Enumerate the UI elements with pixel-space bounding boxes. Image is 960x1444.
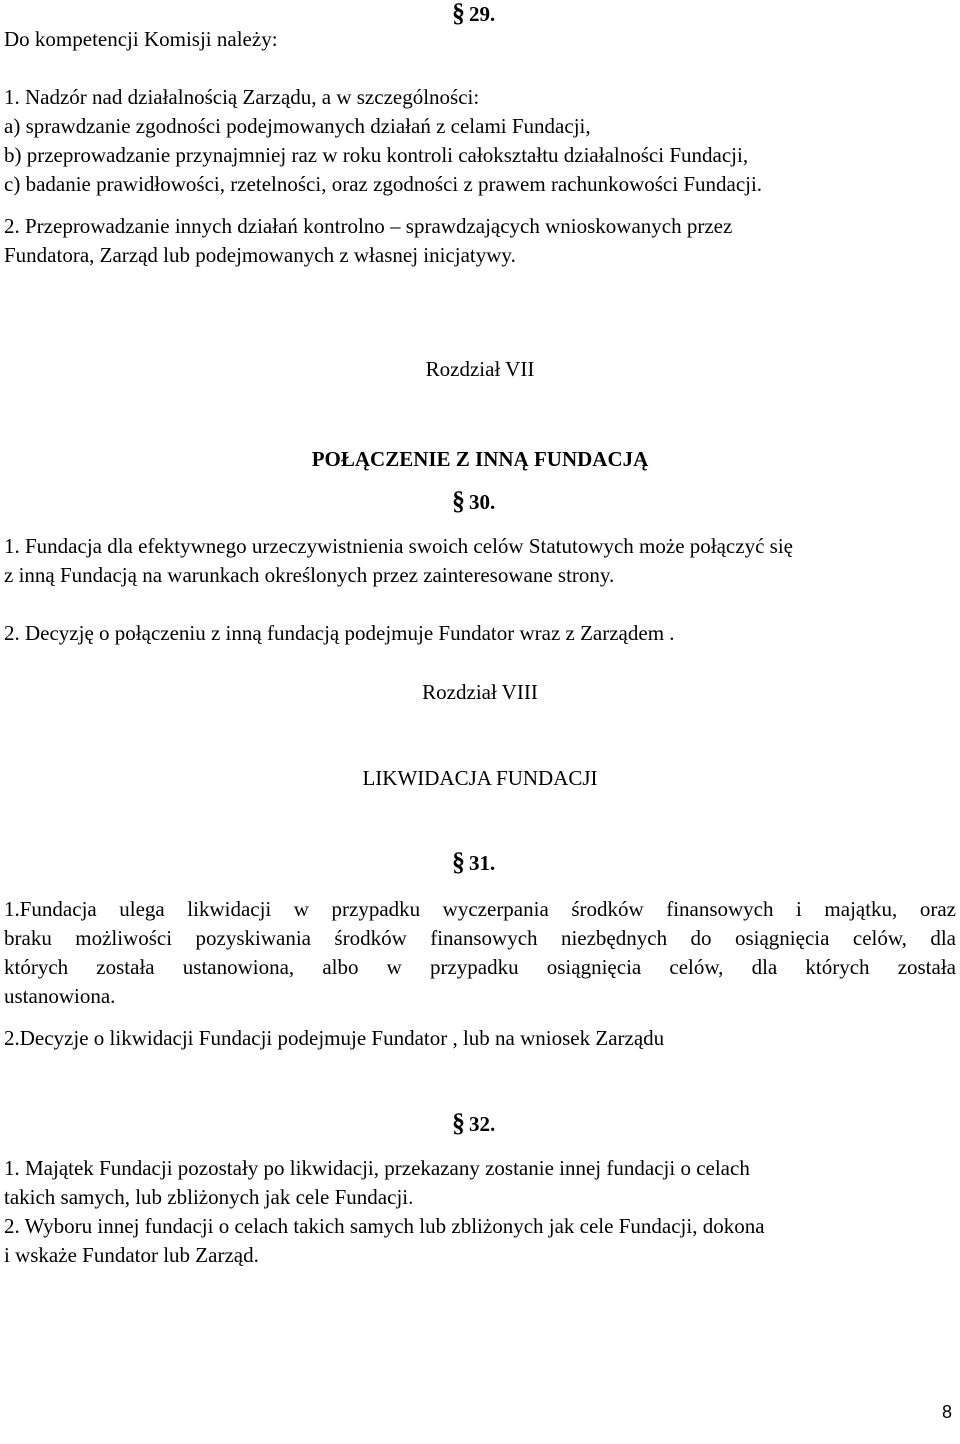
chapter-7-title: POŁĄCZENIE Z INNĄ FUNDACJĄ — [311, 447, 649, 471]
section-sign: § — [452, 0, 465, 27]
page-number: 8 — [941, 1402, 952, 1422]
s29-point-c: c) badanie prawidłowości, rzetelności, oraz zgodności z prawem rachunkowości Fundacji. — [4, 172, 763, 196]
section-number: 32. — [469, 1112, 496, 1136]
section-number: 31. — [469, 851, 496, 875]
section-32-heading — [452, 1110, 495, 1137]
s29-point-2-line-1: 2. Przeprowadzanie innych działań kontrolno – sprawdzających wnioskowanych przez — [4, 214, 733, 238]
section-sign: § — [452, 847, 465, 876]
s32-point-2-line-2: i wskaże Fundator lub Zarząd. — [4, 1243, 259, 1267]
section-sign: § — [452, 486, 465, 515]
s31-point-2: 2.Decyzje o likwidacji Fundacji podejmuje Fundator , lub na wniosek Zarządu — [4, 1026, 665, 1050]
s32-point-2-line-1: 2. Wyboru innej fundacji o celach takich samych lub zbliżonych jak cele Fundacji, dokona — [4, 1214, 765, 1238]
s30-point-2: 2. Decyzję o połączeniu z inną fundacją podejmuje Fundator wraz z Zarządem . — [4, 621, 675, 645]
s30-point-1-line-1: 1. Fundacja dla efektywnego urzeczywistnienia swoich celów Statutowych może połączyć się — [4, 534, 793, 558]
s31-point-1-line-3: których została ustanowiona, albo w przypadku osiągnięcia celów, dla których została — [4, 955, 956, 979]
s29-point-1: 1. Nadzór nad działalnością Zarządu, a w szczególności: — [4, 85, 480, 109]
s32-point-1-line-1: 1. Majątek Fundacji pozostały po likwidacji, przekazany zostanie innej fundacji o celach — [4, 1156, 750, 1180]
chapter-8-title: LIKWIDACJA FUNDACJI — [362, 766, 598, 790]
section-31-heading — [452, 849, 495, 876]
s31-point-1-line-4: ustanowiona. — [4, 984, 116, 1008]
s29-point-2-line-2: Fundatora, Zarząd lub podejmowanych z własnej inicjatywy. — [4, 243, 516, 267]
s29-point-b: b) przeprowadzanie przynajmniej raz w roku kontroli całokształtu działalności Fundacji, — [4, 143, 749, 167]
intro-text: Do kompetencji Komisji należy: — [4, 27, 278, 51]
section-30-heading — [452, 488, 495, 515]
s31-point-1-line-1: 1.Fundacja ulega likwidacji w przypadku wyczerpania środków finansowych i majątku, oraz — [4, 897, 956, 921]
section-number: 29. — [469, 2, 496, 26]
s29-point-a: a) sprawdzanie zgodności podejmowanych działań z celami Fundacji, — [4, 114, 591, 138]
s31-point-1-line-2: braku możliwości pozyskiwania środków finansowych niezbędnych do osiągnięcia celów, dla — [4, 926, 956, 950]
s32-point-1-line-2: takich samych, lub zbliżonych jak cele Fundacji. — [4, 1185, 414, 1209]
section-number: 30. — [469, 490, 496, 514]
section-sign: § — [452, 1108, 465, 1137]
s30-point-1-line-2: z inną Fundacją na warunkach określonych przez zainteresowane strony. — [4, 563, 615, 587]
section-29-heading — [452, 0, 495, 27]
chapter-8-heading: Rozdział VIII — [422, 680, 538, 704]
chapter-7-heading: Rozdział VII — [425, 357, 535, 381]
